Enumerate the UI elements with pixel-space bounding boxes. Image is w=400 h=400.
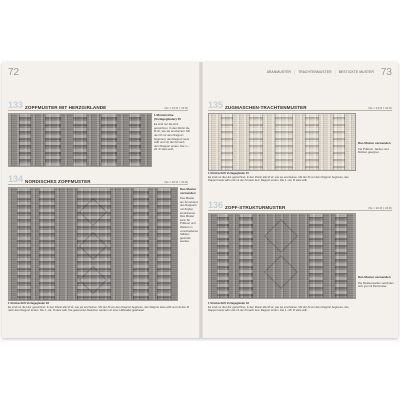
pattern-gauge: (Ss = 24 M × 32 R) [164, 106, 188, 110]
usage-text: Die Musterstreifen verbinden sich gut mit Perlmuster. [358, 280, 394, 289]
instructions-label: 1 Strickschrift Vorlageglieder 15 [208, 172, 249, 175]
book-spread [2, 62, 398, 338]
instructions-label: 1 Strickschrift Vorlageglieder 18 [208, 302, 249, 305]
running-head [267, 70, 374, 74]
running-head-separator: | [334, 70, 336, 74]
notes-label: 1 Musterreihe (Vorlageglieder) 15 [154, 113, 181, 121]
pattern-135-instructions [208, 172, 354, 183]
instructions-label: 1 Strickschrift Vorlageglieder 18 [8, 302, 49, 305]
right-page-number: 73 [380, 67, 392, 78]
pattern-gauge: (Ss = 24 M × 32 R) [368, 106, 392, 110]
pattern-136-heading [208, 200, 392, 211]
pattern-134-heading [8, 174, 188, 185]
usage-heading: Das Muster verwenden [358, 141, 391, 145]
pattern-135-swatch [208, 113, 356, 171]
instructions-text: Es sind nur die Hinr gezeichnet. In den Rückr alle M str, wie sie erscheinen. Mit den M vor dem Rapport beginnen, den Rapport stets wdh und mit den M nach dem Rapport enden. Die 1.–24. R stets wdh. [208, 175, 349, 182]
pattern-gauge: (Ss = 26 M × 30 R) [164, 180, 188, 184]
pattern-133-notes [154, 114, 190, 154]
book-gutter [199, 62, 203, 338]
pattern-135-usage [358, 142, 394, 157]
left-page-number: 72 [8, 67, 20, 78]
running-head-item: ARANMUSTER [266, 70, 292, 74]
instructions-text: Es sind nur die Hinr gezeichnet. In den Rückr alle M str, wie sie erscheinen. Mit den M vor dem Rapport beginnen, den Rapport stets wdh und mit den M nach dem Rapport enden. Die 1.–28. R stets wdh. [208, 305, 349, 312]
pattern-136-instructions [208, 302, 354, 313]
instructions-text: Es sind nur die Hinr gezeichnet. In den Rückr alle M str, wie sie erscheinen. Mit den M vor dem Rapport beginnen, den Rapport stets wdh und mit den M nach dem Rapport enden. Die 1.–24. R stets wdh. Die gekreuzten Maschen werden mit einer Hilfsnadel gearbeitet. [8, 305, 190, 312]
pattern-133-swatch [8, 113, 152, 167]
running-head-item: TRACHTENMUSTER [298, 70, 332, 74]
pattern-number: 134 [8, 174, 24, 184]
pattern-number: 135 [208, 100, 224, 110]
usage-text: Das Muster am Ärmelrand des Rapports mit Zöpfen kombinieren. Das Muster kann für Pullover und Westen in verschiedenen Stärken gestrickt werden. [180, 196, 199, 244]
usage-heading: Das Muster verwenden [180, 187, 197, 195]
usage-text: Für Pullover, Jacken und Mützen geeignet. [358, 146, 389, 155]
pattern-title: NORDISCHES ZOPFMUSTER [25, 179, 91, 184]
pattern-134-instructions [8, 302, 194, 313]
pattern-title: ZOPFMUSTER MIT HERZGIRLANDE [25, 105, 107, 110]
pattern-134-swatch [8, 187, 178, 301]
notes-text: Es sind nur die Hinr gezeichnet. In den Rückr die M str, wie sie erscheinen. Mit den M vor dem Rapport beginnen, den Rapport stets wdh und mit den M nach dem Rapport enden. Die 1.–24. R stets wdh. [154, 122, 190, 152]
pattern-gauge: (Ss = 26 M × 34 R) [368, 206, 392, 210]
pattern-134-usage [180, 188, 198, 246]
pattern-133-heading [8, 100, 188, 111]
pattern-136-usage [358, 276, 394, 291]
pattern-number: 136 [208, 200, 224, 210]
pattern-title: ZOPF-STRUKTURMUSTER [225, 205, 286, 210]
pattern-number: 133 [8, 100, 24, 110]
pattern-title: ZUGMASCHEN-TRACHTENMUSTER [225, 105, 307, 110]
pattern-136-swatch [208, 213, 356, 299]
usage-heading: Das Muster verwenden [358, 275, 391, 279]
running-head-item: BESTICKTE MUSTER [338, 70, 374, 74]
running-head-separator: | [294, 70, 296, 74]
pattern-135-heading [208, 100, 392, 111]
